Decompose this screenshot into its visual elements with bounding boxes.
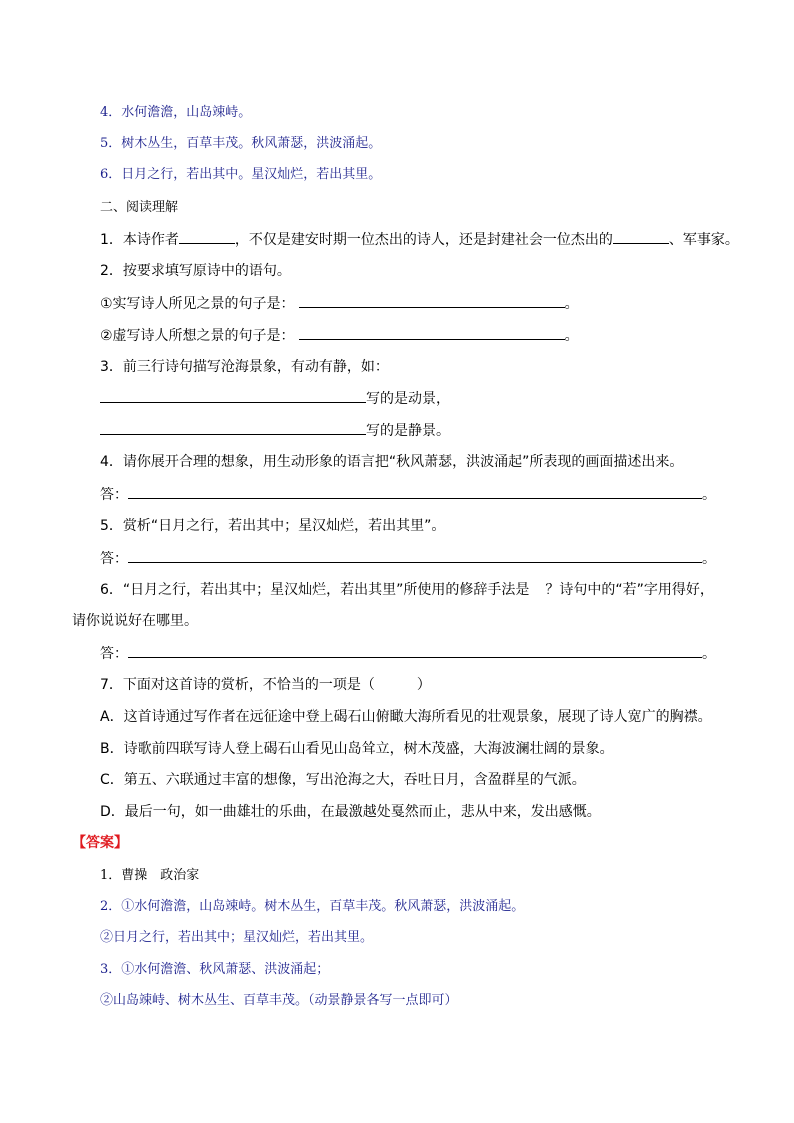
q6-answer-blank[interactable] <box>128 643 702 658</box>
answer-3-line-1: 3．①水何澹澹、秋风萧瑟、洪波涌起； <box>100 962 330 977</box>
q2-part1-end: 。 <box>564 296 579 312</box>
q2-part2-end: 。 <box>564 328 579 344</box>
q1-blank-author[interactable] <box>179 229 235 244</box>
question-1 <box>100 229 739 250</box>
question-5-title: 5．赏析“日月之行，若出其中；星汉灿烂，若出其里”。 <box>100 518 446 534</box>
answer-2-line-2: ②日月之行，若出其中；星汉灿烂，若出其里。 <box>100 930 374 945</box>
q4-answer-blank[interactable] <box>128 484 702 499</box>
q2-part2-label: ②虚写诗人所想之景的句子是： <box>100 328 295 344</box>
q6-answer-label: 答： <box>100 646 128 662</box>
question-3-static <box>100 420 450 441</box>
q5-answer-label: 答： <box>100 551 128 567</box>
q4-answer-label: 答： <box>100 487 128 503</box>
q1-part-b: ，不仅是建安时期一位杰出的诗人，还是封建社会一位杰出的 <box>234 232 613 248</box>
answer-3-line-2: ②山岛竦峙、树木丛生、百草丰茂。（动景静景各写一点即可） <box>100 993 458 1008</box>
answer-2-line-1: 2．①水何澹澹，山岛竦峙。树木丛生，百草丰茂。秋风萧瑟，洪波涌起。 <box>100 899 525 914</box>
q1-part-a: 1．本诗作者 <box>100 232 179 248</box>
poem-line-6: 6．日月之行，若出其中。星汉灿烂，若出其里。 <box>100 167 382 182</box>
q3-dynamic-text: 写的是动景， <box>366 391 450 407</box>
q1-part-c: 、军事家。 <box>668 232 739 248</box>
question-2-part-1 <box>100 293 579 314</box>
question-6-answer <box>100 643 716 664</box>
q2-part1-label: ①实写诗人所见之景的句子是： <box>100 296 295 312</box>
question-7-title <box>100 675 431 695</box>
question-3-dynamic <box>100 388 450 409</box>
q7-title: 7．下面对这首诗的赏析，不恰当的一项是（ <box>100 677 375 693</box>
q6-title-b: ？诗句中的“若”字用得好， <box>545 582 714 598</box>
answer-heading: 【答案】 <box>72 835 128 851</box>
question-5-answer <box>100 548 716 569</box>
q7-option-a: A．这首诗通过写作者在远征途中登上碣石山俯瞰大海所看见的壮观景象，展现了诗人宽广的胸襟。 <box>100 709 712 725</box>
poem-line-5: 5．树木丛生，百草丰茂。秋风萧瑟，洪波涌起。 <box>100 136 382 151</box>
question-4-answer <box>100 484 716 505</box>
q6-answer-end: 。 <box>702 646 716 662</box>
question-3-title: 3．前三行诗句描写沧海景象，有动有静，如： <box>100 359 389 375</box>
q5-answer-blank[interactable] <box>128 548 702 563</box>
q4-answer-end: 。 <box>702 487 716 503</box>
question-6-title-cont: 请你说说好在哪里。 <box>72 613 198 629</box>
answer-1: 1．曹操 政治家 <box>100 868 200 883</box>
q7-option-d: D．最后一句，如一曲雄壮的乐曲，在最激越处戛然而止，悲从中来，发出感慨。 <box>100 804 601 820</box>
q3-dynamic-blank[interactable] <box>100 388 366 403</box>
question-4-title: 4．请你展开合理的想象，用生动形象的语言把“秋风萧瑟，洪波涌起”所表现的画面描述出来。 <box>100 454 684 470</box>
q3-static-text: 写的是静景。 <box>366 423 450 439</box>
q5-answer-end: 。 <box>702 551 716 567</box>
q2-part1-blank[interactable] <box>299 293 565 308</box>
poem-line-4: 4．水何澹澹，山岛竦峙。 <box>100 105 252 120</box>
q6-title-a: 6．“日月之行，若出其中；星汉灿烂，若出其里”所使用的修辞手法是 <box>100 582 530 598</box>
q7-title-end: ） <box>416 677 431 693</box>
section-title: 二、阅读理解 <box>100 200 179 215</box>
q2-part2-blank[interactable] <box>299 325 565 340</box>
question-6-title <box>100 580 714 600</box>
question-2-part-2 <box>100 325 579 346</box>
q1-blank-role[interactable] <box>613 229 669 244</box>
q7-option-b: B．诗歌前四联写诗人登上碣石山看见山岛耸立，树木茂盛，大海波澜壮阔的景象。 <box>100 741 614 757</box>
question-2-title: 2．按要求填写原诗中的语句。 <box>100 263 291 279</box>
q7-option-c: C．第五、六联通过丰富的想像，写出沧海之大，吞吐日月，含盈群星的气派。 <box>100 772 586 788</box>
q3-static-blank[interactable] <box>100 420 366 435</box>
